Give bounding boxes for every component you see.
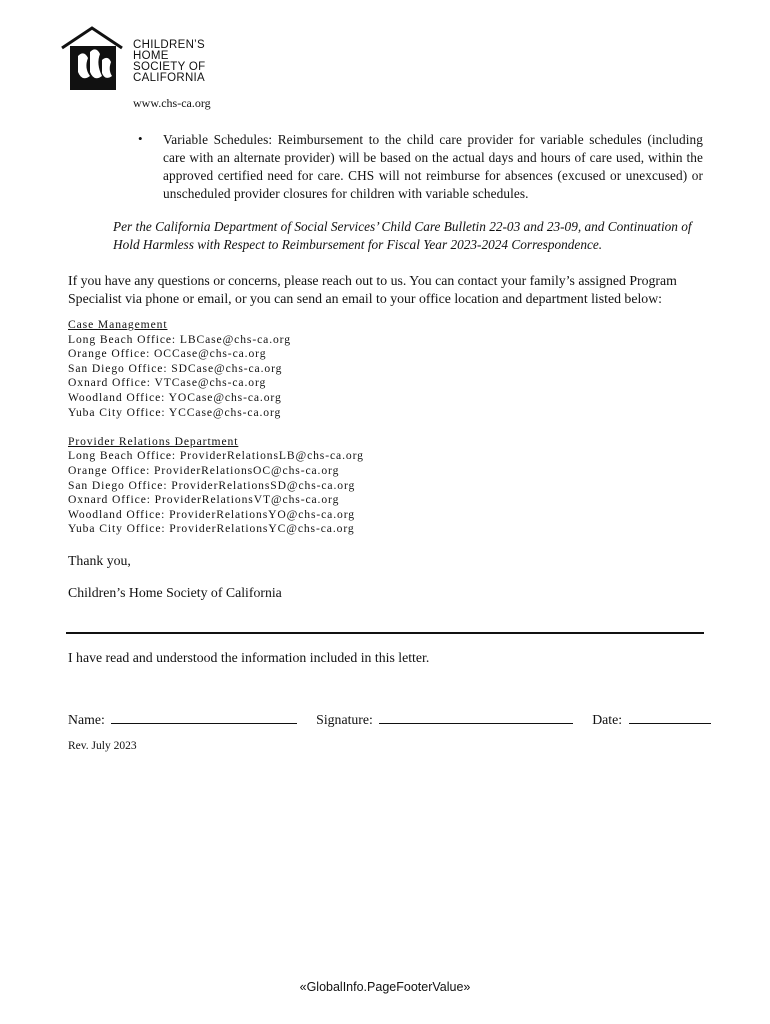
contact-item: Yuba City Office: YCCase@chs-ca.org [68, 405, 282, 419]
date-label: Date: [592, 712, 623, 727]
date-field[interactable] [629, 709, 711, 724]
contact-item: Oxnard Office: VTCase@chs-ca.org [68, 376, 267, 390]
chs-logo [60, 26, 230, 112]
contact-item: Woodland Office: YOCase@chs-ca.org [68, 390, 282, 404]
name-field[interactable] [111, 709, 297, 724]
contact-item: Orange Office: ProviderRelationsOC@chs-ca.org [68, 463, 340, 477]
bullet-dot-icon: • [138, 131, 143, 146]
logo-line: HOME [133, 50, 169, 62]
signature-field[interactable] [379, 709, 573, 724]
bullet-text: Variable Schedules: Reimbursement to the child care provider for variable schedules (including care with an alternate provider) will be based on the actual days and hours of care used, within the approved certified need for care. CHS will not reimburse for absences (excused or unexcused) or unscheduled provider closures for children with variable schedules. [163, 132, 703, 201]
logo-line: SOCIETY OF [133, 61, 206, 73]
spacer [68, 420, 364, 435]
contact-list [68, 318, 364, 537]
intro-paragraph: If you have any questions or concerns, please reach out to us. You can contact your family’s assigned Program Specialist via phone or email, or you can send an email to your office location and department listed below: [68, 273, 677, 306]
contact-item: Yuba City Office: ProviderRelationsYC@chs-ca.org [68, 522, 355, 536]
contact-item: San Diego Office: SDCase@chs-ca.org [68, 361, 283, 375]
contact-item: Long Beach Office: ProviderRelationsLB@chs-ca.org [68, 449, 364, 463]
organization-signoff: Children’s Home Society of California [68, 585, 282, 600]
citation-note: Per the California Department of Social Services’ Child Care Bulletin 22-03 and 23-09, and Continuation of Hold Harmless with Respect to Reimbursement for Fiscal Year 2023-2024 Correspondence. [113, 219, 692, 252]
logo-line: CHILDREN’S [133, 39, 206, 51]
signature-label: Signature: [316, 712, 373, 727]
thank-you-line: Thank you, [68, 553, 131, 568]
signature-fields [68, 709, 711, 728]
contact-item: San Diego Office: ProviderRelationsSD@chs-ca.org [68, 478, 356, 492]
logo-url: www.chs-ca.org [133, 96, 211, 110]
logo-wordmark [133, 40, 205, 84]
house-family-logo-icon [60, 26, 128, 92]
page-footer: «GlobalInfo.PageFooterValue» [299, 980, 471, 994]
acknowledgement-statement: I have read and understood the information included in this letter. [68, 650, 430, 665]
revision-note: Rev. July 2023 [68, 740, 137, 752]
divider-rule [66, 632, 704, 634]
name-label: Name: [68, 712, 105, 727]
logo-line: CALIFORNIA [133, 72, 206, 84]
contact-item: Long Beach Office: LBCase@chs-ca.org [68, 332, 291, 346]
contact-item: Oxnard Office: ProviderRelationsVT@chs-ca.org [68, 493, 340, 507]
contact-item: Orange Office: OCCase@chs-ca.org [68, 347, 267, 361]
contact-item: Woodland Office: ProviderRelationsYO@chs-ca.org [68, 507, 355, 521]
case-management-heading: Case Management [68, 318, 168, 331]
provider-relations-heading: Provider Relations Department [68, 434, 239, 448]
